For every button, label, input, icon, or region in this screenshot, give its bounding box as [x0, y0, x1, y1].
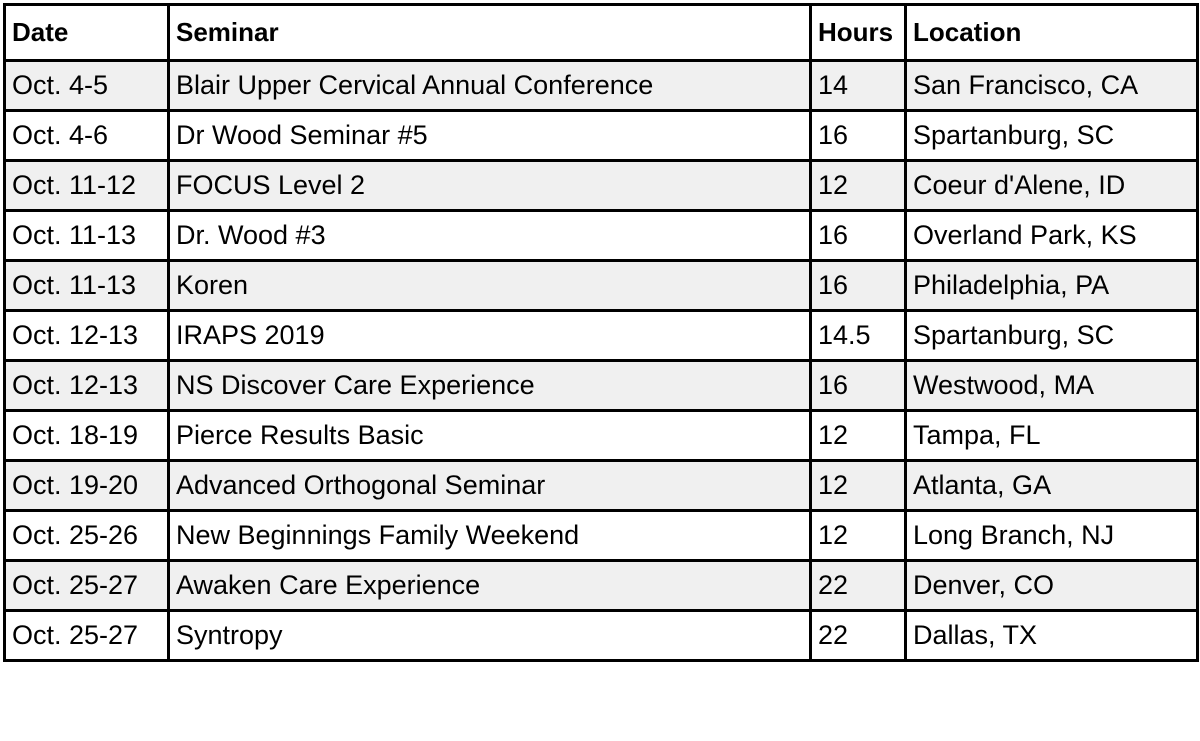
cell-seminar: Syntropy [169, 611, 811, 661]
cell-date: Oct. 11-13 [5, 261, 169, 311]
cell-seminar: IRAPS 2019 [169, 311, 811, 361]
seminar-schedule [3, 3, 1199, 662]
cell-location: Philadelphia, PA [906, 261, 1198, 311]
cell-location: Overland Park, KS [906, 211, 1198, 261]
header-seminar: Seminar [169, 5, 811, 61]
cell-location: Spartanburg, SC [906, 311, 1198, 361]
cell-hours: 16 [811, 261, 906, 311]
seminar-table [3, 3, 1199, 662]
table-body [5, 61, 1198, 661]
cell-date: Oct. 19-20 [5, 461, 169, 511]
cell-seminar: Koren [169, 261, 811, 311]
table-row [5, 561, 1198, 611]
cell-seminar: FOCUS Level 2 [169, 161, 811, 211]
cell-hours: 22 [811, 561, 906, 611]
table-row [5, 111, 1198, 161]
table-row [5, 61, 1198, 111]
cell-date: Oct. 18-19 [5, 411, 169, 461]
header-row [5, 5, 1198, 61]
cell-seminar: Advanced Orthogonal Seminar [169, 461, 811, 511]
cell-date: Oct. 11-13 [5, 211, 169, 261]
cell-hours: 16 [811, 211, 906, 261]
table-row [5, 611, 1198, 661]
cell-date: Oct. 11-12 [5, 161, 169, 211]
cell-hours: 12 [811, 461, 906, 511]
cell-hours: 16 [811, 111, 906, 161]
cell-date: Oct. 4-5 [5, 61, 169, 111]
cell-seminar: Blair Upper Cervical Annual Conference [169, 61, 811, 111]
cell-hours: 16 [811, 361, 906, 411]
cell-hours: 14.5 [811, 311, 906, 361]
cell-location: Tampa, FL [906, 411, 1198, 461]
cell-date: Oct. 25-27 [5, 561, 169, 611]
header-hours: Hours [811, 5, 906, 61]
table-row [5, 461, 1198, 511]
cell-date: Oct. 4-6 [5, 111, 169, 161]
table-row [5, 161, 1198, 211]
cell-location: Long Branch, NJ [906, 511, 1198, 561]
cell-hours: 14 [811, 61, 906, 111]
cell-hours: 12 [811, 511, 906, 561]
cell-seminar: Pierce Results Basic [169, 411, 811, 461]
header-location: Location [906, 5, 1198, 61]
cell-location: Spartanburg, SC [906, 111, 1198, 161]
cell-seminar: Dr Wood Seminar #5 [169, 111, 811, 161]
cell-location: Dallas, TX [906, 611, 1198, 661]
cell-date: Oct. 25-27 [5, 611, 169, 661]
cell-date: Oct. 12-13 [5, 361, 169, 411]
cell-seminar: Dr. Wood #3 [169, 211, 811, 261]
header-date: Date [5, 5, 169, 61]
table-row [5, 311, 1198, 361]
table-row [5, 361, 1198, 411]
table-row [5, 511, 1198, 561]
cell-date: Oct. 25-26 [5, 511, 169, 561]
cell-hours: 12 [811, 411, 906, 461]
cell-seminar: Awaken Care Experience [169, 561, 811, 611]
cell-location: Atlanta, GA [906, 461, 1198, 511]
cell-date: Oct. 12-13 [5, 311, 169, 361]
table-row [5, 261, 1198, 311]
cell-seminar: New Beginnings Family Weekend [169, 511, 811, 561]
table-row [5, 411, 1198, 461]
cell-hours: 22 [811, 611, 906, 661]
cell-location: San Francisco, CA [906, 61, 1198, 111]
cell-hours: 12 [811, 161, 906, 211]
cell-location: Westwood, MA [906, 361, 1198, 411]
cell-seminar: NS Discover Care Experience [169, 361, 811, 411]
cell-location: Denver, CO [906, 561, 1198, 611]
cell-location: Coeur d'Alene, ID [906, 161, 1198, 211]
table-row [5, 211, 1198, 261]
